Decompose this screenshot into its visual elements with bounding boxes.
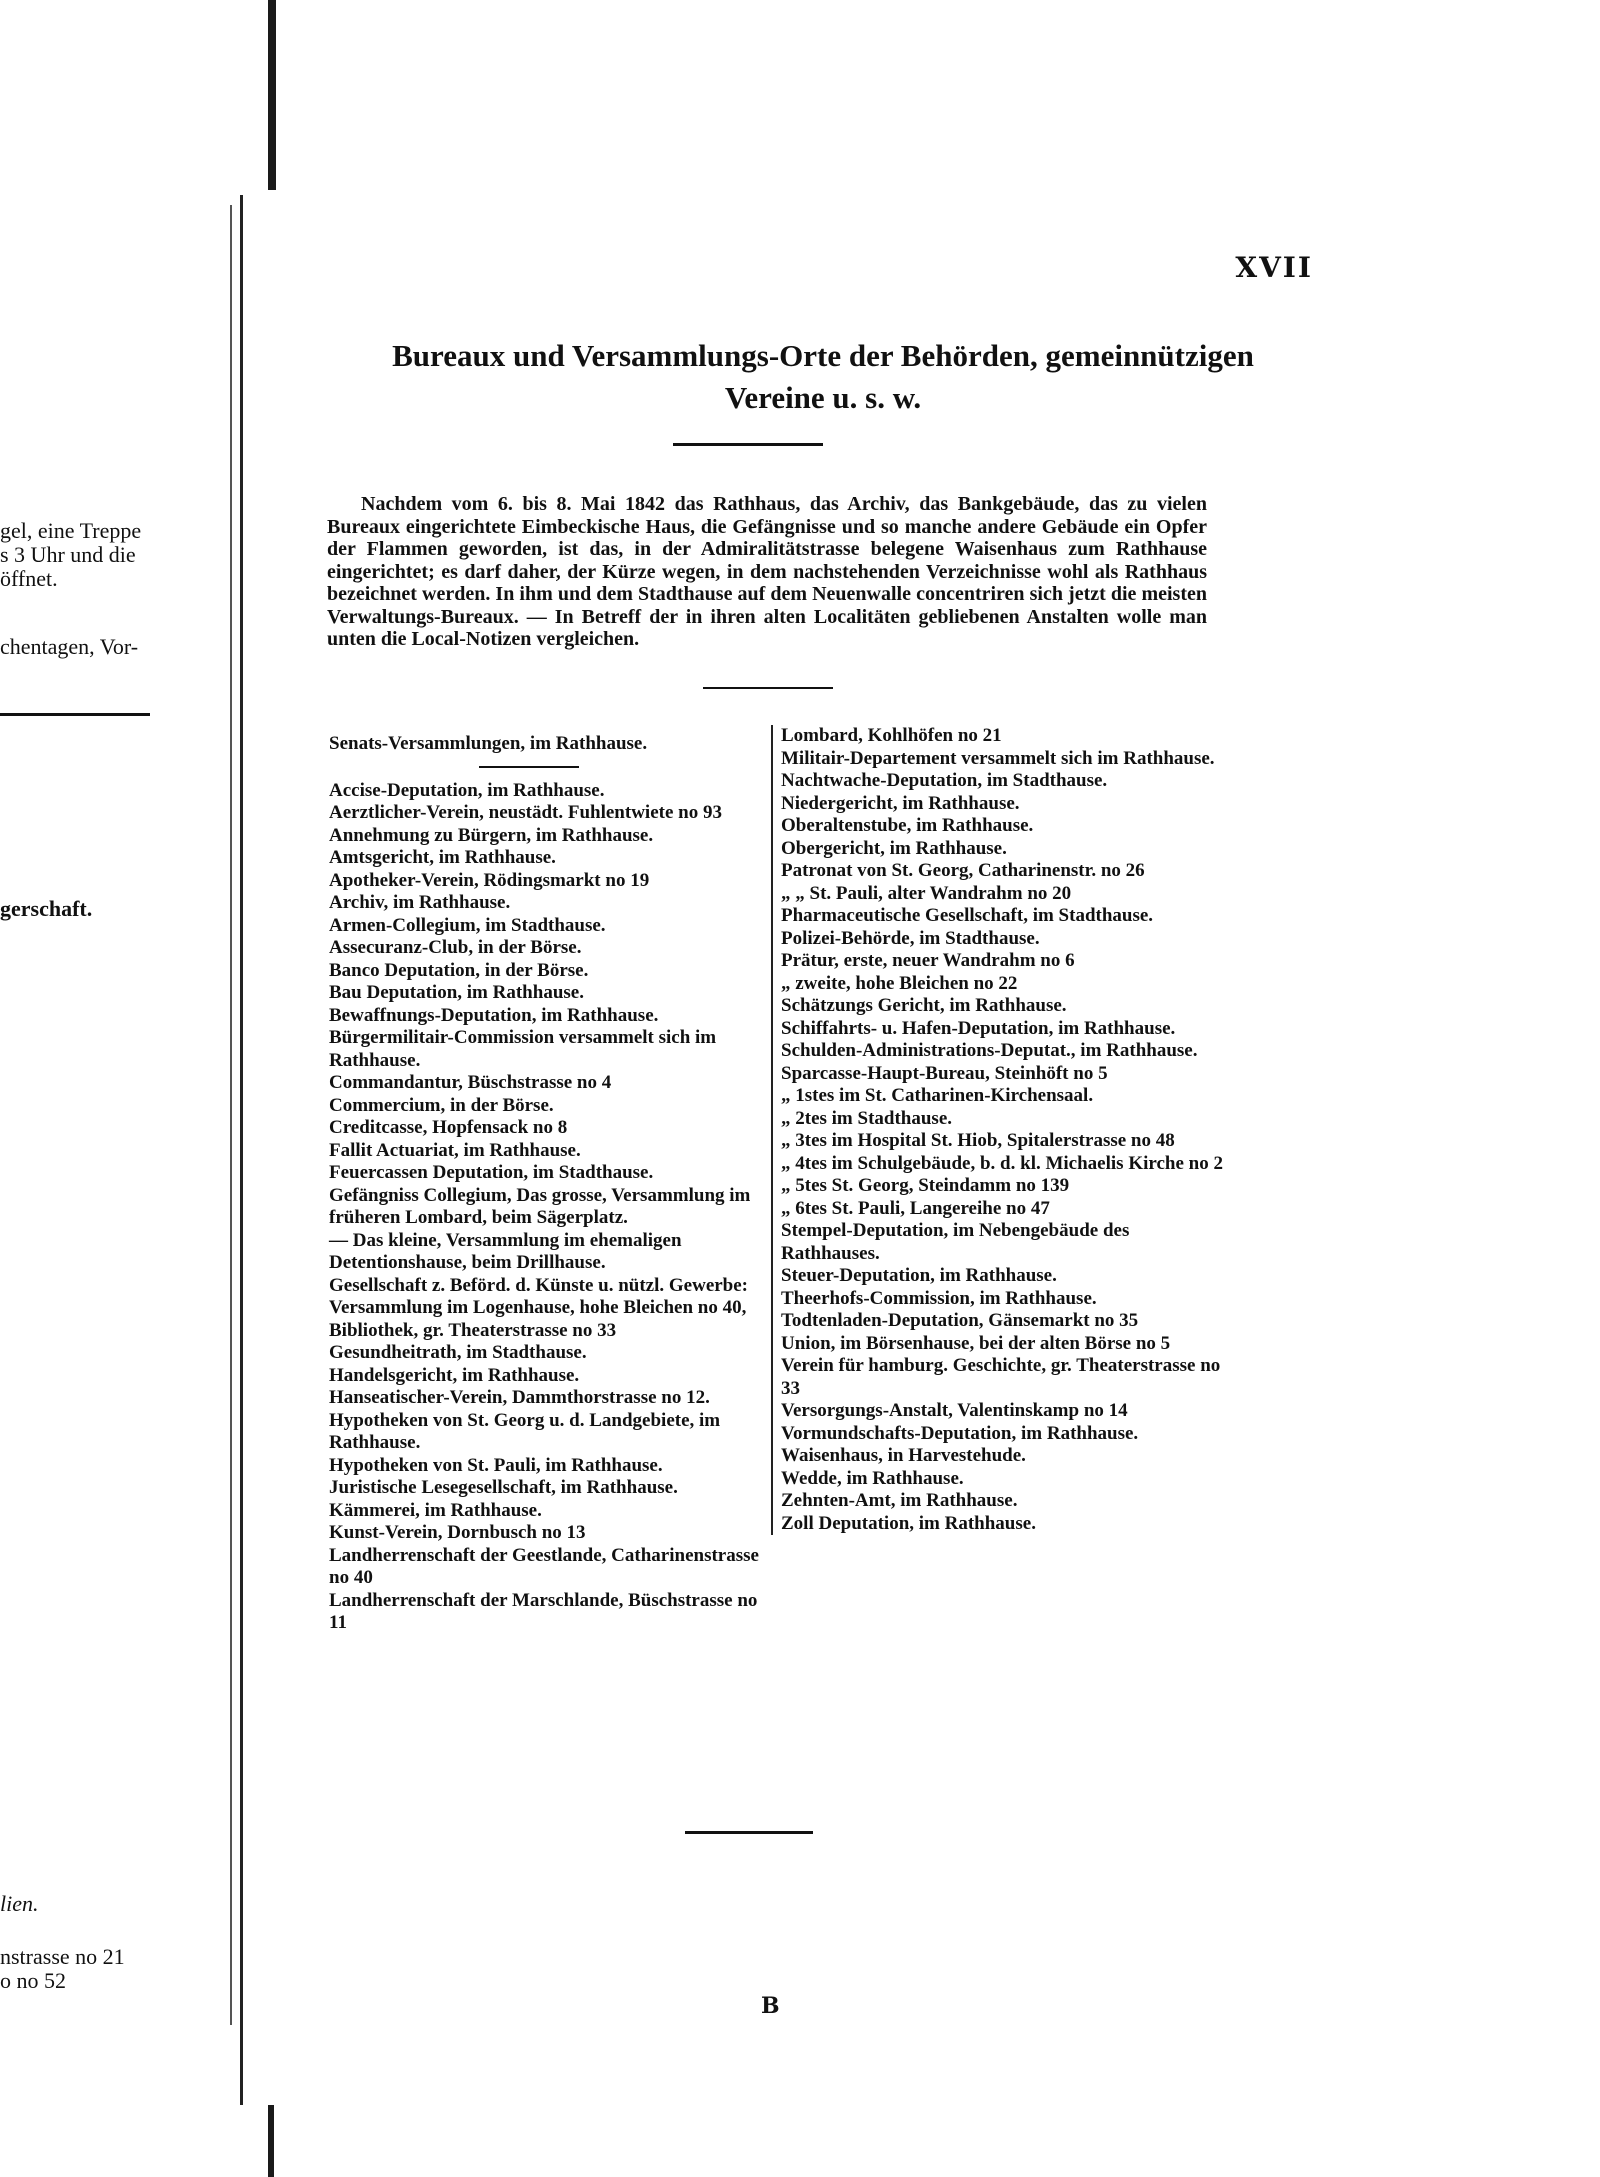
directory-entry: Zehnten-Amt, im Rathhause.: [781, 1490, 1018, 1511]
directory-entry: Banco Deputation, in der Börse.: [329, 959, 589, 981]
heading-divider: [479, 766, 579, 768]
directory-entry: Steuer-Deputation, im Rathhause.: [781, 1265, 1057, 1286]
directory-entry: „ 3tes im Hospital St. Hiob, Spitalerstrasse no 48: [781, 1130, 1175, 1151]
left-entry-list: [329, 780, 769, 1635]
title-line-1: Bureaux und Versammlungs-Orte der Behörden, gemeinnützigen: [392, 338, 1254, 373]
directory-entry: Sparcasse-Haupt-Bureau, Steinhöft no 5: [781, 1062, 1108, 1084]
closing-divider: [685, 1831, 813, 1834]
directory-entry: Vormundschafts-Deputation, im Rathhause.: [781, 1422, 1139, 1444]
directory-entry: „ 6tes St. Pauli, Langereihe no 47: [781, 1197, 1050, 1219]
directory-entry: Versorgungs-Anstalt, Valentinskamp no 14: [781, 1400, 1128, 1421]
directory-entry: Schätzungs Gericht, im Rathhause.: [781, 995, 1067, 1016]
directory-entry: Commandantur, Büschstrasse no 4: [329, 1072, 612, 1093]
title-line-2: Vereine u. s. w.: [724, 380, 922, 415]
directory-entry: Nachtwache-Deputation, im Stadthause.: [781, 770, 1108, 791]
directory-entry: „ 4tes im Schulgebäude, b. d. kl. Michaelis Kirche no 2: [781, 1152, 1223, 1174]
book-page: [240, 195, 1313, 2105]
right-column: [771, 725, 1231, 1535]
fragment-text: chentagen, Vor-: [0, 634, 139, 659]
directory-entry: Creditcasse, Hopfensack no 8: [329, 1117, 568, 1138]
directory-entry: Kämmerei, im Rathhause.: [329, 1499, 542, 1521]
directory-entry: Hypotheken von St. Pauli, im Rathhause.: [329, 1454, 663, 1476]
directory-entry: Commercium, in der Börse.: [329, 1094, 554, 1116]
title-divider: [673, 443, 823, 446]
directory-entry: Archiv, im Rathhause.: [329, 892, 511, 913]
directory-entry: „ 1stes im St. Catharinen-Kirchensaal.: [781, 1085, 1094, 1106]
binding-shadow-top: [268, 0, 276, 190]
directory-entry: Wedde, im Rathhause.: [781, 1467, 964, 1489]
directory-entry: Armen-Collegium, im Stadthause.: [329, 914, 606, 936]
directory-entry: Todtenladen-Deputation, Gänsemarkt no 35: [781, 1310, 1139, 1331]
directory-entry: Patronat von St. Georg, Catharinenstr. no 26: [781, 860, 1145, 881]
directory-entry: Feuercassen Deputation, im Stadthause.: [329, 1162, 654, 1183]
directory-entry: Accise-Deputation, im Rathhause.: [329, 779, 605, 801]
fragment-text: lien.: [0, 1891, 39, 1916]
directory-entry: Polizei-Behörde, im Stadthause.: [781, 927, 1040, 949]
intro-paragraph: Nachdem vom 6. bis 8. Mai 1842 das Rathhaus, das Archiv, das Bankgebäude, das zu vielen Bureaux eingerichtete Eimbeckische Haus, die Gefängnisse und so manche andere Gebäude ein Opfer der Flammen geworden, ist das, in der Admiralitätstrasse belegene Waisenhaus zum Rathhause eingerichtet; es darf daher, der Kürze wegen, in dem nachstehenden Verzeichnisse wohl als Rathhaus bezeichnet werden. In ihm und dem Stadthause auf dem Neuenwalle concentriren sich jetzt die meisten Verwaltungs-Bureaux. — In Betreff der in ihren alten Localitäten gebliebenen Anstalten wolle man unten die Local-Notizen vergleichen.: [327, 493, 1207, 650]
directory-entry: „ 5tes St. Georg, Steindamm no 139: [781, 1175, 1070, 1196]
fragment-text: nstrasse no 21: [0, 1944, 125, 1969]
directory-entry: Obergericht, im Rathhause.: [781, 837, 1007, 859]
directory-entry: „ „ St. Pauli, alter Wandrahm no 20: [781, 882, 1072, 904]
page-title: [323, 335, 1323, 419]
directory-entry: Apotheker-Verein, Rödingsmarkt no 19: [329, 869, 650, 891]
directory-entry: Zoll Deputation, im Rathhause.: [781, 1512, 1036, 1534]
directory-entry: Bürgermilitair-Commission versammelt sich im Rathhause.: [329, 1027, 717, 1071]
directory-entry: Pharmaceutische Gesellschaft, im Stadthause.: [781, 905, 1154, 926]
directory-entry: Prätur, erste, neuer Wandrahm no 6: [781, 950, 1075, 971]
directory-entry: Niedergericht, im Rathhause.: [781, 792, 1020, 814]
directory-entry: Militair-Departement versammelt sich im Rathhause.: [781, 747, 1215, 769]
directory-entry: Aerztlicher-Verein, neustädt. Fuhlentwiete no 93: [329, 802, 722, 823]
directory-entry: Juristische Lesegesellschaft, im Rathhause.: [329, 1477, 678, 1498]
directory-entry: Gefängniss Collegium, Das grosse, Versammlung im früheren Lombard, beim Sägerplatz.: [329, 1184, 751, 1228]
fragment-text: öffnet.: [0, 566, 58, 591]
directory-entry: Bau Deputation, im Rathhause.: [329, 982, 584, 1003]
section-heading: Senats-Versammlungen, im Rathhause.: [329, 733, 648, 754]
directory-entry: Annehmung zu Bürgern, im Rathhause.: [329, 824, 654, 846]
directory-entry: Hypotheken von St. Georg u. d. Landgebiete, im Rathhause.: [329, 1409, 721, 1453]
directory-entry: Gesellschaft z. Beförd. d. Künste u. nützl. Gewerbe: Versammlung im Logenhause, hohe Bleichen no 40, Bibliothek, gr. Theaterstrasse no 33: [329, 1274, 749, 1341]
directory-entry: Handelsgericht, im Rathhause.: [329, 1364, 580, 1386]
directory-entry: Lombard, Kohlhöfen no 21: [781, 725, 1002, 746]
intro-divider: [703, 687, 833, 689]
directory-entry: „ 2tes im Stadthause.: [781, 1107, 953, 1129]
directory-entry: Theerhofs-Commission, im Rathhause.: [781, 1287, 1097, 1309]
fragment-text: s 3 Uhr und die: [0, 542, 136, 567]
directory-entry: Verein für hamburg. Geschichte, gr. Theaterstrasse no 33: [781, 1355, 1221, 1399]
directory-entry: Landherrenschaft der Marschlande, Büschstrasse no 11: [329, 1589, 758, 1633]
signature-mark: B: [761, 1993, 780, 2019]
page-number: XVII: [1235, 251, 1313, 284]
directory-entry: Assecuranz-Club, in der Börse.: [329, 937, 582, 958]
adjacent-page-fragment: [0, 205, 232, 2025]
right-entry-list: [781, 725, 1231, 1535]
directory-entry: Union, im Börsenhause, bei der alten Börse no 5: [781, 1332, 1171, 1354]
left-column: [329, 733, 769, 1635]
directory-entry: „ zweite, hohe Bleichen no 22: [781, 972, 1018, 994]
directory-entry: — Das kleine, Versammlung im ehemaligen Detentionshause, beim Drillhause.: [329, 1229, 682, 1273]
fragment-rule: [0, 713, 150, 716]
directory-entry: Fallit Actuariat, im Rathhause.: [329, 1139, 581, 1161]
fragment-text: gerschaft.: [0, 896, 93, 921]
directory-entry: Hanseatischer-Verein, Dammthorstrasse no 12.: [329, 1387, 710, 1408]
directory-entry: Landherrenschaft der Geestlande, Catharinenstrasse no 40: [329, 1544, 759, 1588]
directory-entry: Waisenhaus, in Harvestehude.: [781, 1445, 1026, 1466]
directory-entry: Schiffahrts- u. Hafen-Deputation, im Rathhause.: [781, 1017, 1176, 1039]
directory-entry: Kunst-Verein, Dornbusch no 13: [329, 1522, 586, 1543]
directory-entry: Gesundheitrath, im Stadthause.: [329, 1342, 587, 1363]
directory-entry: Stempel-Deputation, im Nebengebäude des Rathhauses.: [781, 1220, 1130, 1264]
fragment-text: o no 52: [0, 1968, 66, 1993]
directory-entry: Oberaltenstube, im Rathhause.: [781, 815, 1034, 836]
directory-entry: Bewaffnungs-Deputation, im Rathhause.: [329, 1004, 659, 1026]
directory-entry: Amtsgericht, im Rathhause.: [329, 847, 556, 868]
fragment-text: gel, eine Treppe: [0, 518, 142, 543]
directory-entry: Schulden-Administrations-Deputat., im Rathhause.: [781, 1040, 1198, 1061]
